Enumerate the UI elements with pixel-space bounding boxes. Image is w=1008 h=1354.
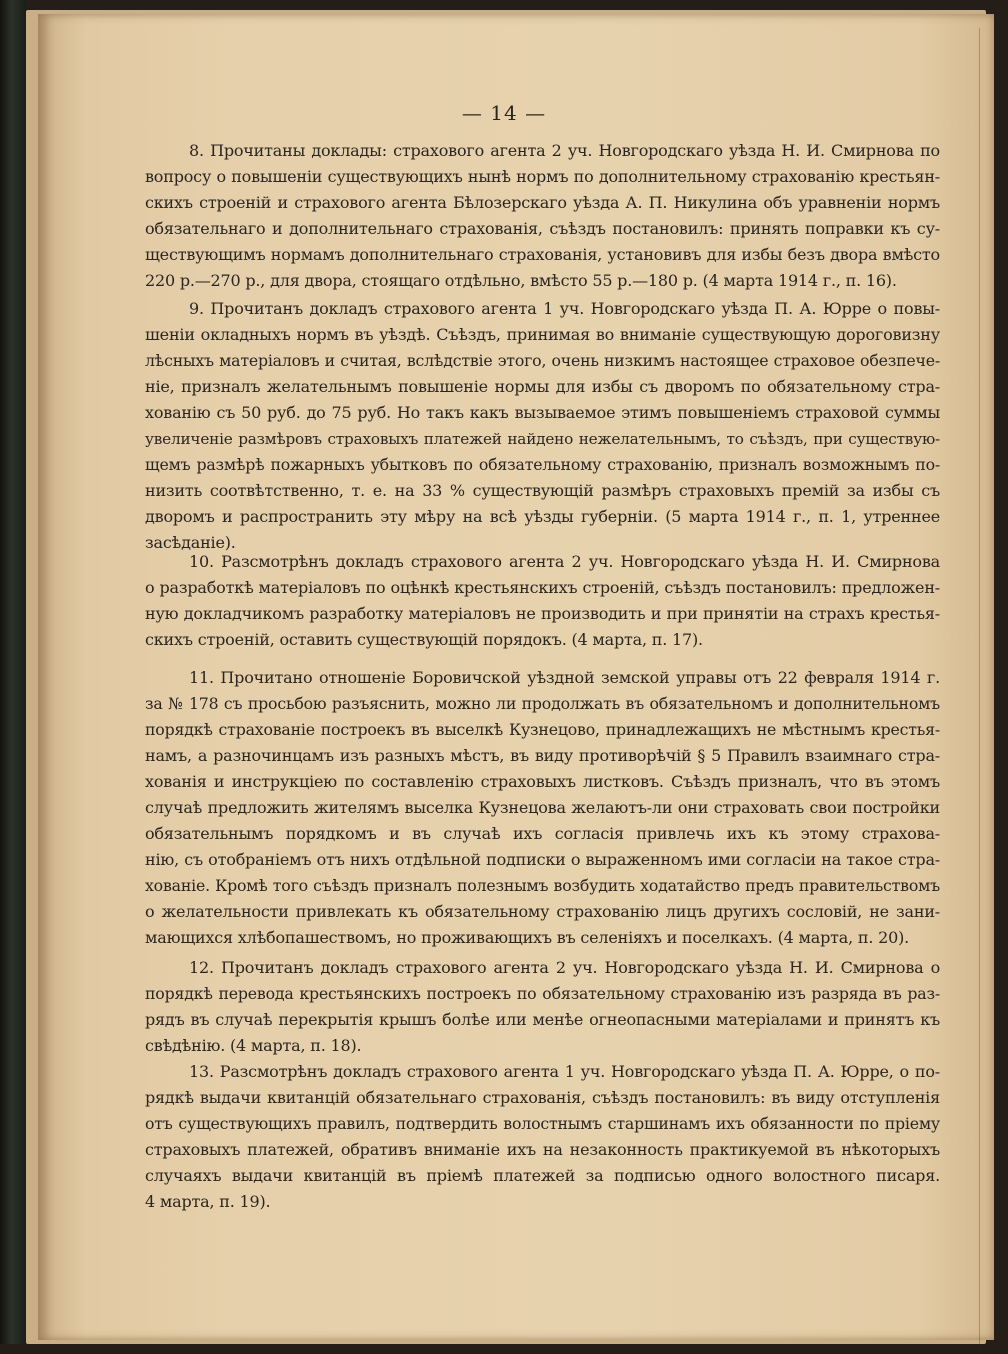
text-line: порядкѣ перевода крестьянскихъ построекъ по обязательному страхованію изъ разряда въ раз- <box>145 984 940 1003</box>
text-line: щемъ размѣрѣ пожарныхъ убытковъ по обязательному страхованію, призналъ возможнымъ по- <box>145 455 940 474</box>
text-line: 12. Прочитанъ докладъ страхового агента 2 уч. Новгородскаго уѣзда Н. И. Смирнова о <box>189 958 940 977</box>
book-binding <box>0 0 26 1344</box>
text-line: отъ существующихъ правилъ, подтвердить волостнымъ старшинамъ ихъ обязанности по пріему <box>145 1114 940 1133</box>
paragraph <box>145 955 940 1059</box>
text-line: шеніи окладныхъ нормъ въ уѣздѣ. Съѣздъ, принимая во вниманіе существующую дороговизну <box>145 325 940 344</box>
text-line: за № 178 съ просьбою разъяснить, можно ли продолжать въ обязательномъ и дополнительномъ <box>145 694 940 713</box>
text-line: случаяхъ выдачи квитанцій въ пріемѣ платежей за подписью одного волостного писаря. <box>145 1166 940 1185</box>
text-line: 4 марта, п. 19). <box>145 1192 271 1211</box>
text-line: 10. Разсмотрѣнъ докладъ страхового агента 2 уч. Новгородскаго уѣзда Н. И. Смирнова <box>189 552 940 571</box>
paragraph <box>145 138 940 294</box>
text-line: рядъ въ случаѣ перекрытія крышъ болѣе или менѣе огнеопасными матеріалами и принятъ къ <box>145 1010 940 1029</box>
text-line: страховыхъ платежей, обративъ вниманіе ихъ на незаконность практикуемой въ нѣкоторыхъ <box>145 1140 940 1159</box>
text-line: нію, съ отобраніемъ отъ нихъ отдѣльной подписки о выраженномъ ими согласіи на такое стра- <box>145 850 940 869</box>
text-line: ніе, призналъ желательнымъ повышеніе нормы для избы съ дворомъ по обязательному стра- <box>145 377 940 396</box>
page-number: — 14 — <box>461 101 547 125</box>
page-edge-line <box>979 28 980 1354</box>
text-line: вопросу о повышеніи существующихъ нынѣ нормъ по дополнительному страхованію крестьян- <box>145 167 940 186</box>
text-line: 13. Разсмотрѣнъ докладъ страхового агента 1 уч. Новгородскаго уѣзда П. А. Юрре, о по- <box>189 1062 940 1081</box>
paragraph <box>145 296 940 556</box>
text-line: дворомъ и распространить эту мѣру на всѣ уѣзды губерніи. (5 марта 1914 г., п. 1, утреннее <box>145 507 940 526</box>
text-line: свѣдѣнію. (4 марта, п. 18). <box>145 1036 362 1055</box>
text-line: о желательности привлекать къ обязательному страхованію лицъ другихъ сословій, не зани- <box>145 902 940 921</box>
text-line: 8. Прочитаны доклады: страхового агента 2 уч. Новгородскаго уѣзда Н. И. Смирнова по <box>189 141 940 160</box>
text-line: хованія и инструкціею по составленію страховыхъ листковъ. Съѣздъ призналъ, что въ этомъ <box>145 772 940 791</box>
text-line: рядкѣ выдачи квитанцій обязательнаго страхованія, съѣздъ постановилъ: въ виду отступленія <box>145 1088 940 1107</box>
text-line: о разработкѣ матеріаловъ по оцѣнкѣ крестьянскихъ строеній, съѣздъ постановилъ: предложен- <box>145 578 940 597</box>
text-line: обязательнымъ порядкомъ и въ случаѣ ихъ согласія привлечь ихъ къ этому страхова- <box>145 824 940 843</box>
text-line: 220 р.—270 р., для двора, стоящаго отдѣльно, вмѣсто 55 р.—180 р. (4 марта 1914 г., п. 16). <box>145 271 897 290</box>
text-line: ществующимъ нормамъ дополнительнаго страхованія, установивъ для избы безъ двора вмѣсто <box>145 245 940 264</box>
text-line: засѣданіе). <box>145 533 236 552</box>
text-line: порядкѣ страхованіе построекъ въ выселкѣ Кузнецово, принадлежащихъ не мѣстнымъ крестья- <box>145 720 940 739</box>
text-line: случаѣ предложить жителямъ выселка Кузнецова желаютъ-ли они страховать свои постройки <box>145 798 940 817</box>
text-line: скихъ строеній и страхового агента Бѣлозерскаго уѣзда А. П. Никулина объ уравненіи нормъ <box>145 193 940 212</box>
text-line: ную докладчикомъ разработку матеріаловъ не производить и при принятіи на страхъ крестья- <box>145 604 940 623</box>
text-line: 11. Прочитано отношеніе Боровичской уѣздной земской управы отъ 22 февраля 1914 г. <box>189 668 940 687</box>
paragraph <box>145 1059 940 1215</box>
text-line: лѣсныхъ матеріаловъ и считая, вслѣдствіе этого, очень низкимъ настоящее страховое обезпече- <box>145 351 940 370</box>
text-line: хованію съ 50 руб. до 75 руб. Но такъ какъ вызываемое этимъ повышеніемъ страховой суммы <box>145 403 940 422</box>
text-line: скихъ строеній, оставить существующій порядокъ. (4 марта, п. 17). <box>145 630 703 649</box>
text-line: 9. Прочитанъ докладъ страхового агента 1 уч. Новгородскаго уѣзда П. А. Юрре о повы- <box>189 299 940 318</box>
text-line: обязательнаго и дополнительнаго страхованія, съѣздъ постановилъ: принять поправки къ су- <box>145 219 940 238</box>
text-line: низить соотвѣтственно, т. е. на 33 % существующій размѣръ страховыхъ премій за избы съ <box>145 481 940 500</box>
paragraph <box>145 549 940 653</box>
text-line: увеличеніе размѣровъ страховыхъ платежей найдено нежелательнымъ, то съѣздъ, при существую- <box>145 430 940 448</box>
paragraph <box>145 665 940 951</box>
text-line: хованіе. Кромѣ того съѣздъ призналъ полезнымъ возбудить ходатайство предъ правительствомъ <box>145 876 940 895</box>
text-line: мающихся хлѣбопашествомъ, но проживающихъ въ селеніяхъ и поселкахъ. (4 марта, п. 20). <box>145 928 910 947</box>
text-line: намъ, а разночинцамъ изъ разныхъ мѣстъ, въ виду противорѣчій § 5 Правилъ взаимнаго стра- <box>145 746 940 765</box>
